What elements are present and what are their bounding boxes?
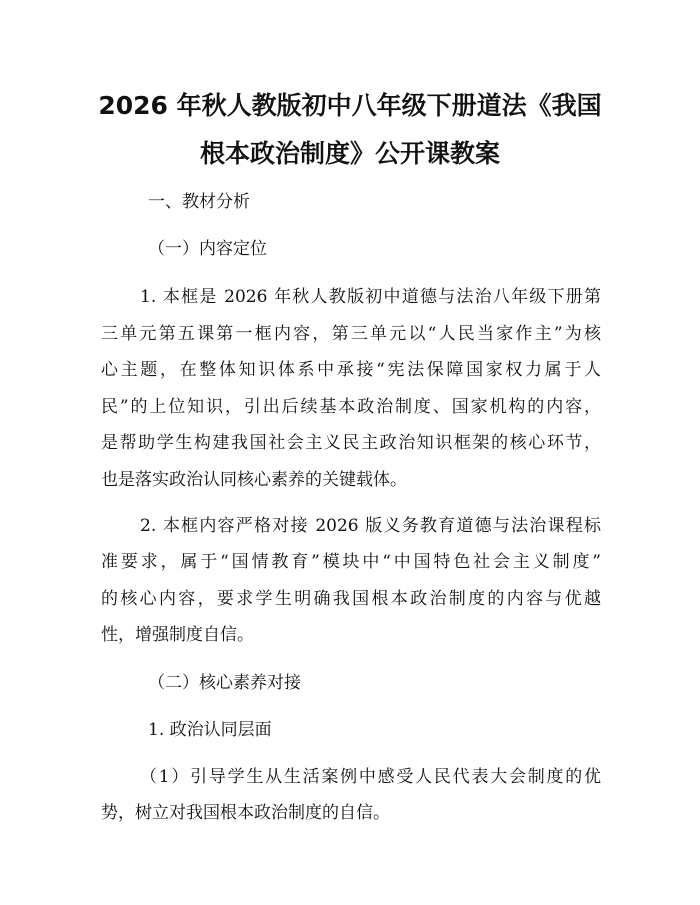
item-heading-political-identity: 1. 政治认同层面 — [148, 720, 272, 740]
paragraph-1-line-2: 三单元第五课第一框内容，第三单元以“人民当家作主”为核 — [101, 324, 601, 344]
paragraph-1-line-6: 也是落实政治认同核心素养的关键载体。 — [101, 470, 407, 490]
paragraph-3-line-1: （1）引导学生从生活案例中感受人民代表大会制度的优 — [140, 767, 601, 787]
document-title-line-1: 2026 年秋人教版初中八年级下册道法《我国 — [98, 91, 602, 120]
paragraph-2-line-2: 准要求，属于“国情教育”模块中“中国特色社会主义制度” — [101, 552, 601, 572]
subsection-heading-core-literacy: （二）核心素养对接 — [148, 673, 301, 693]
paragraph-1-line-3: 心主题，在整体知识体系中承接“宪法保障国家权力属于人 — [101, 360, 601, 380]
paragraph-3-line-2: 势，树立对我国根本政治制度的自信。 — [101, 803, 390, 823]
paragraph-1-line-4: 民”的上位知识，引出后续基本政治制度、国家机构的内容， — [101, 397, 601, 417]
subsection-heading-content-positioning: （一）内容定位 — [148, 239, 267, 259]
paragraph-2-line-1: 2. 本框内容严格对接 2026 版义务教育道德与法治课程标 — [140, 516, 601, 536]
paragraph-1-line-1: 1. 本框是 2026 年秋人教版初中道德与法治八年级下册第 — [140, 287, 601, 307]
paragraph-2-line-4: 性，增强制度自信。 — [101, 625, 254, 645]
paragraph-1-line-5: 是帮助学生构建我国社会主义民主政治知识框架的核心环节， — [101, 433, 601, 453]
paragraph-2-line-3: 的核心内容，要求学生明确我国根本政治制度的内容与优越 — [101, 589, 601, 609]
document-title-line-2: 根本政治制度》公开课教案 — [199, 139, 500, 168]
section-heading-textbook-analysis: 一、教材分析 — [148, 192, 250, 212]
